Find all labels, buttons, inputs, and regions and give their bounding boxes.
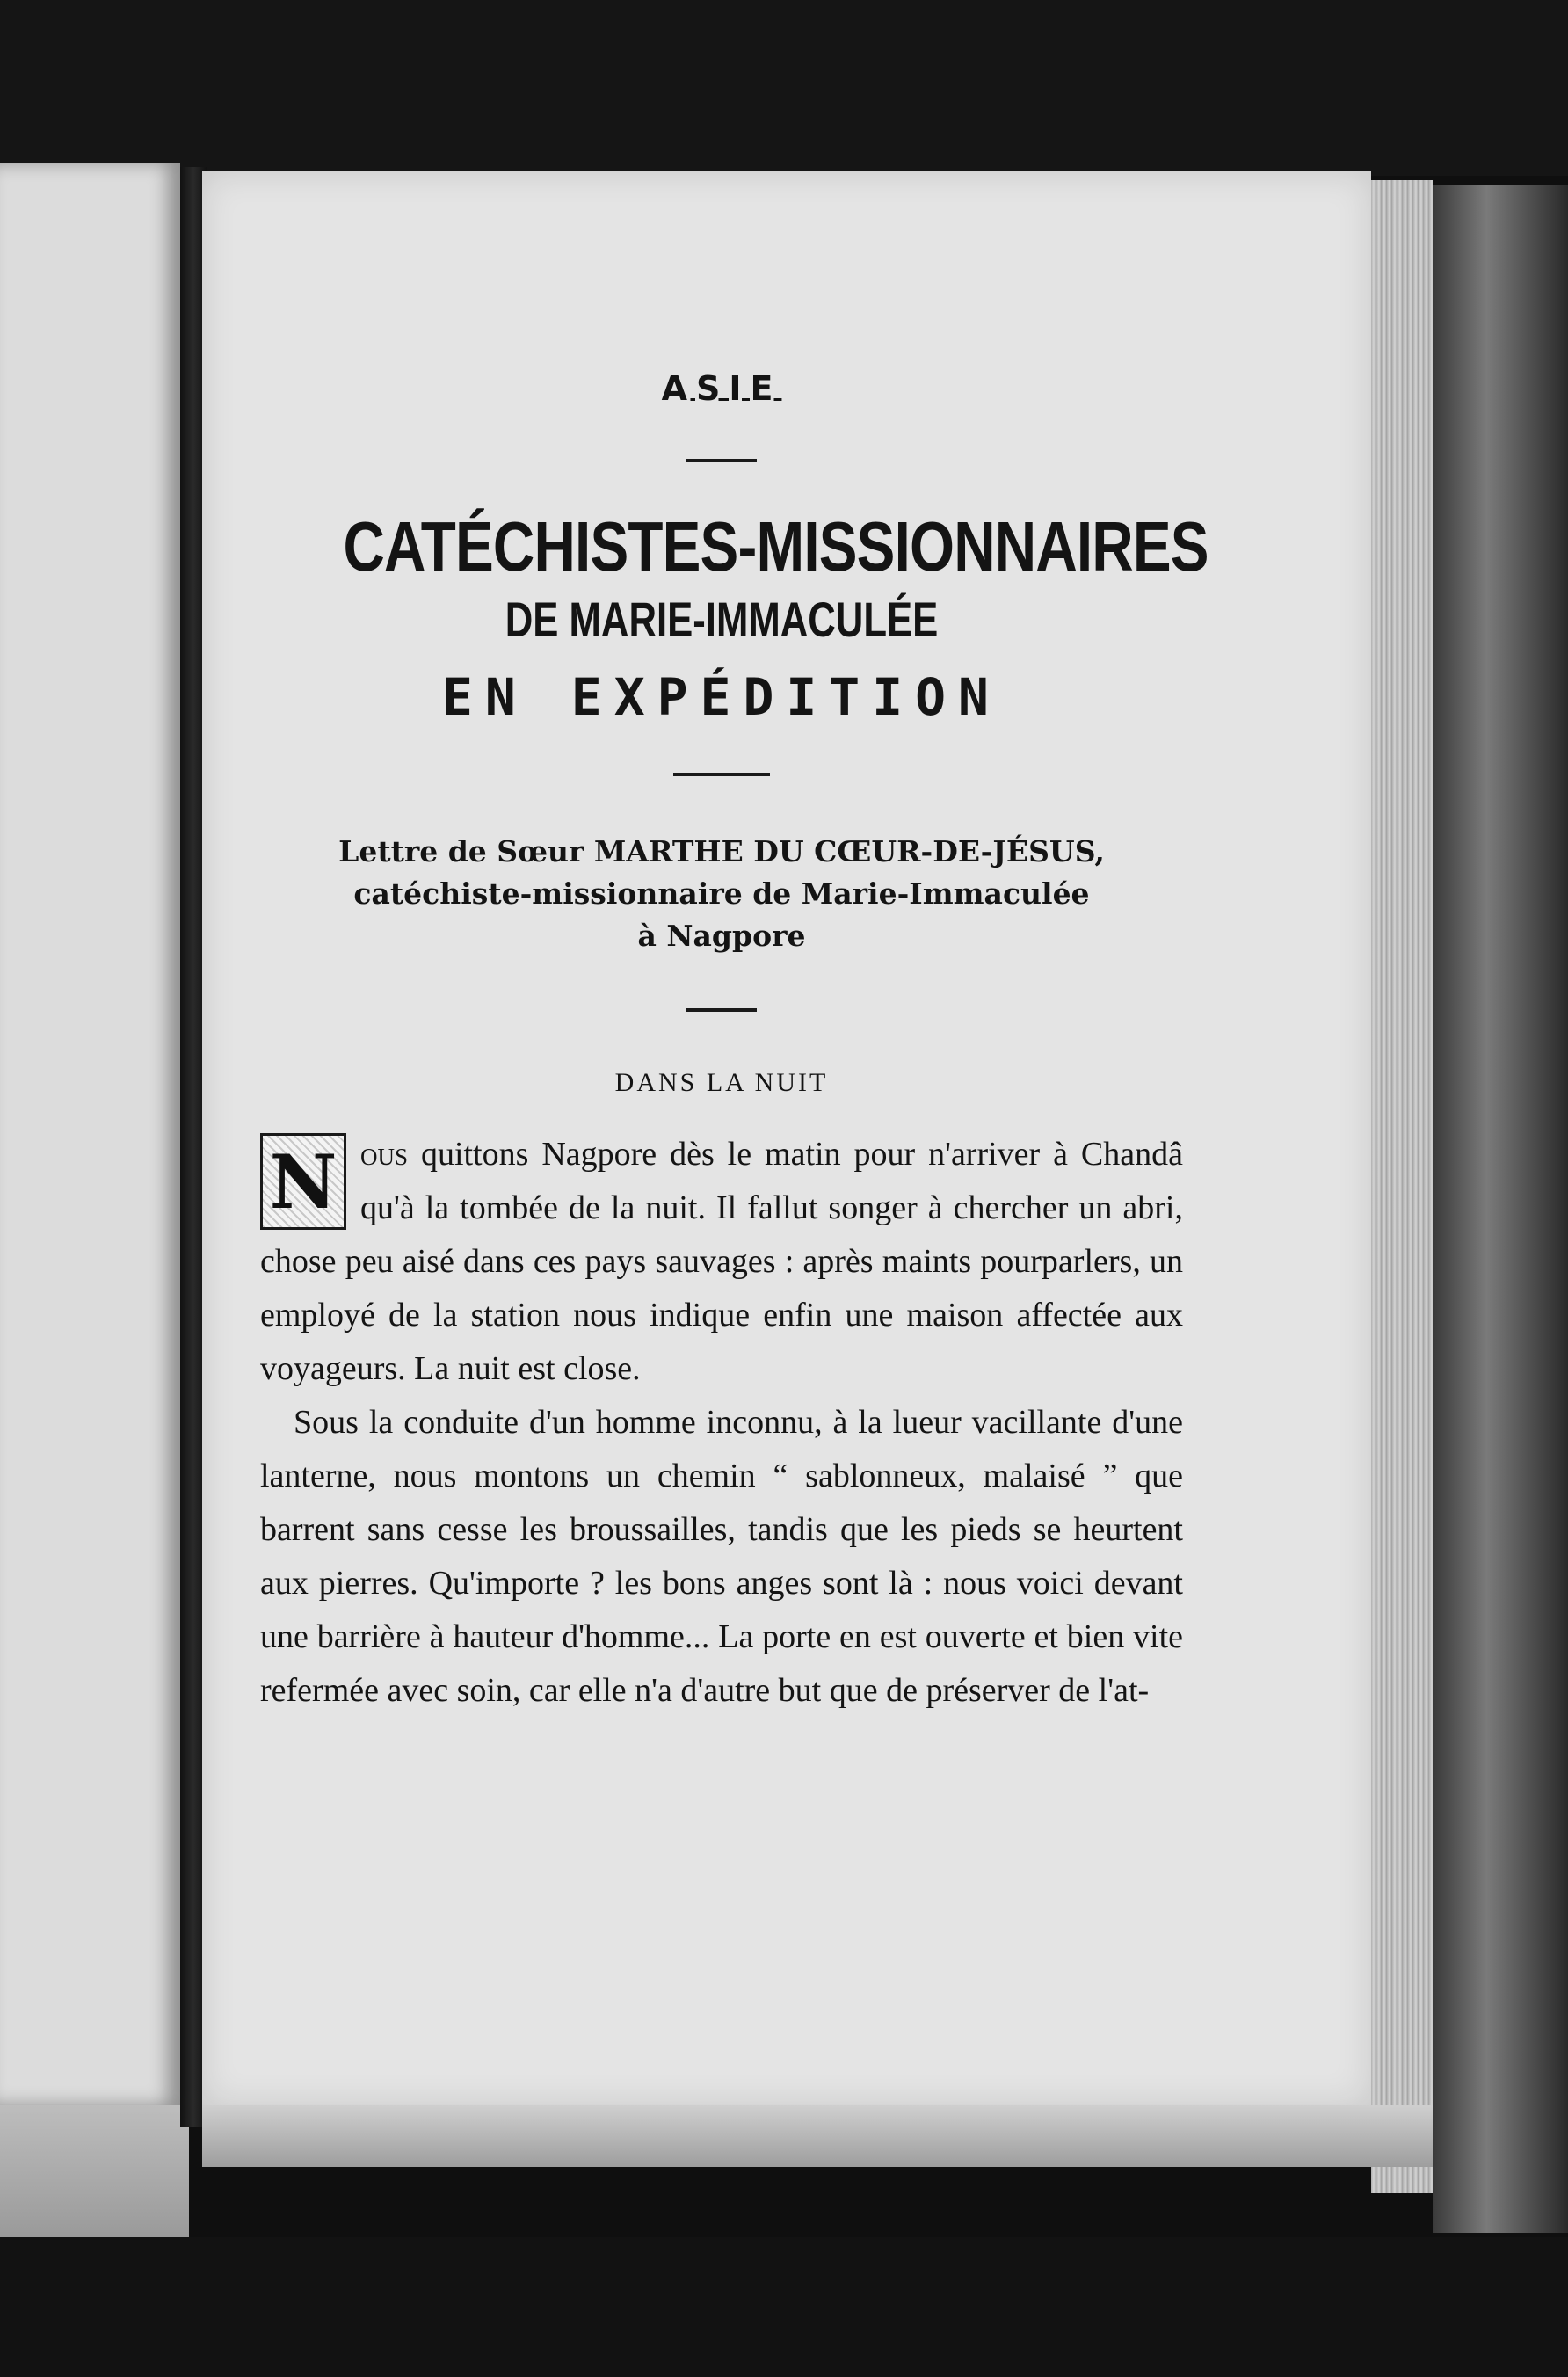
page-stack-edge	[1371, 180, 1433, 2193]
letter-role-line: catéchiste-missionnaire de Marie-Immaculée	[353, 876, 1090, 911]
book-cover-edge	[1433, 185, 1568, 2233]
subsection-heading: DANS LA NUIT	[614, 1068, 829, 1097]
paragraph-1-text: quittons Nagpore dès le matin pour n'arriver à Chandâ qu'à la tombée de la nuit. Il fallut songer à chercher un abri, chose peu aisé dans ces pays sauvages : après maints pourparlers, un employé de la station nous indique enfin une maison affectée aux voyageurs. La nuit est close.	[260, 1136, 1183, 1387]
page-bottom-edge	[202, 2105, 1433, 2167]
subtitle: DE MARIE-IMMACULÉE	[505, 592, 939, 647]
paragraph-2: Sous la conduite d'un homme inconnu, à la lueur vacillante d'une lanterne, nous montons un chemin “ sablonneux, malaisé ” que barrent sans cesse les broussailles, tandis que les pieds se heurtent aux pierres. Qu'importe ? les bons anges sont là : nous voici devant une barrière à hauteur d'homme... La porte en est ouverte et bien vite refermée avec soin, car elle n'a d'autre but que de préserver de l'at-	[260, 1404, 1183, 1709]
dropcap-letter: N	[260, 1133, 346, 1230]
letter-location-line: à Nagpore	[637, 919, 806, 953]
letter-author-line: Lettre de Sœur MARTHE DU CŒUR-DE-JÉSUS,	[338, 834, 1105, 869]
page-content	[260, 369, 1209, 1718]
left-page-edge	[0, 2105, 189, 2237]
left-page	[0, 163, 180, 2105]
main-title: CATÉCHISTES-MISSIONNAIRES	[343, 507, 1209, 585]
expedition-heading: EN EXPÉDITION	[442, 667, 1001, 727]
paragraph-1	[260, 1128, 1183, 1396]
dark-background	[0, 0, 1568, 176]
section-heading: ASIE	[661, 369, 782, 408]
dark-background-bottom	[0, 2237, 1568, 2377]
paragraph-lead-word: ous	[360, 1136, 409, 1173]
